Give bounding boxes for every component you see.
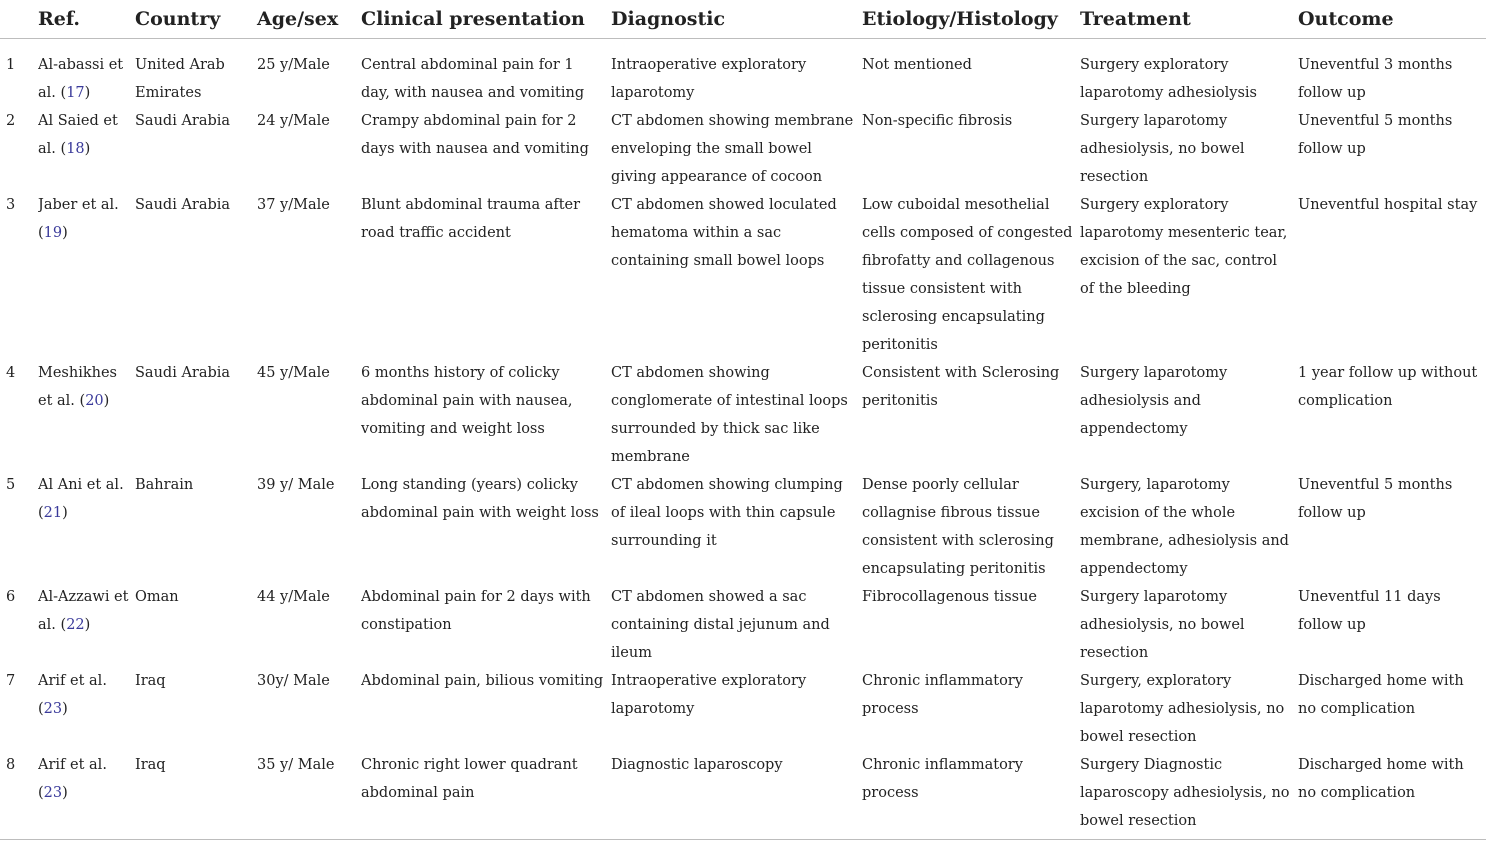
outcome-cell: Uneventful 5 months follow up xyxy=(1298,113,1453,157)
diagnostic-cell: CT abdomen showed loculated hematoma within a sac containing small bowel loops xyxy=(611,197,837,269)
ref-cell xyxy=(38,471,135,583)
header-treatment: Treatment xyxy=(1080,0,1298,39)
age-sex-cell: 39 y/ Male xyxy=(257,477,335,493)
etiology-histology-cell: Low cuboidal mesothelial cells composed of congested fibrofatty and collagenous tissue consistent with sclerosing encapsulating peritonitis xyxy=(862,197,1073,353)
ref-close-paren: ) xyxy=(84,141,91,157)
ref-open-paren: ( xyxy=(55,617,67,633)
country-cell: Bahrain xyxy=(135,477,194,493)
table-row xyxy=(0,751,1486,840)
outcome-cell: Uneventful 3 months follow up xyxy=(1298,57,1453,101)
ref-author: Meshikhes et al. xyxy=(38,365,117,409)
age-sex-cell: 44 y/Male xyxy=(257,589,330,605)
ref-cell xyxy=(38,359,135,471)
header-ref: Ref. xyxy=(38,0,135,39)
ref-close-paren: ) xyxy=(84,617,91,633)
ref-cell xyxy=(38,191,135,359)
clinical-presentation-cell: 6 months history of colicky abdominal pain with nausea, vomiting and weight loss xyxy=(361,365,573,437)
citation-link[interactable]: 19 xyxy=(43,225,63,241)
outcome-cell: Uneventful 5 months follow up xyxy=(1298,477,1453,521)
age-sex-cell: 24 y/Male xyxy=(257,113,330,129)
citation-link[interactable]: 18 xyxy=(66,141,85,157)
header-clinical-presentation: Clinical presentation xyxy=(361,0,611,39)
country-cell: Iraq xyxy=(135,751,257,840)
etiology-histology-cell: Chronic inflammatory process xyxy=(862,751,1080,840)
ref-cell xyxy=(38,107,135,191)
outcome-cell: Uneventful 11 days follow up xyxy=(1298,589,1441,633)
outcome-cell: 1 year follow up without complication xyxy=(1298,365,1478,409)
country-cell: Saudi Arabia xyxy=(135,365,231,381)
header-row xyxy=(0,0,1486,39)
clinical-presentation-cell: Blunt abdominal trauma after road traffic accident xyxy=(361,197,581,241)
diagnostic-cell: CT abdomen showing conglomerate of intestinal loops surrounded by thick sac like membrane xyxy=(611,365,848,465)
diagnostic-cell: Intraoperative exploratory laparotomy xyxy=(611,57,807,101)
header-diagnostic: Diagnostic xyxy=(611,0,862,39)
ref-cell xyxy=(38,667,135,751)
clinical-presentation-cell: Chronic right lower quadrant abdominal pain xyxy=(361,751,611,840)
clinical-presentation-cell: Long standing (years) colicky abdominal pain with weight loss xyxy=(361,477,599,521)
etiology-histology-cell: Dense poorly cellular collagnise fibrous tissue consistent with sclerosing encapsulating peritonitis xyxy=(862,477,1054,577)
ref-author: Jaber et al. xyxy=(38,197,119,213)
country-cell: Saudi Arabia xyxy=(135,197,231,213)
age-sex-cell: 25 y/Male xyxy=(257,57,330,73)
treatment-cell: Surgery, laparotomy excision of the whole membrane, adhesiolysis and appendectomy xyxy=(1080,477,1289,577)
diagnostic-cell: Diagnostic laparoscopy xyxy=(611,751,862,840)
table-row xyxy=(0,667,1486,751)
age-sex-cell: 30y/ Male xyxy=(257,673,330,689)
country-cell: Saudi Arabia xyxy=(135,113,231,129)
ref-open-paren: ( xyxy=(38,505,44,521)
table-row xyxy=(0,191,1486,359)
diagnostic-cell: CT abdomen showing clumping of ileal loops with thin capsule surrounding it xyxy=(611,477,843,549)
citation-link[interactable]: 20 xyxy=(85,393,104,409)
ref-open-paren: ( xyxy=(55,141,67,157)
ref-open-paren: ( xyxy=(38,701,44,717)
citation-link[interactable]: 21 xyxy=(43,505,63,521)
header-num xyxy=(0,0,38,39)
row-number: 7 xyxy=(6,673,16,689)
treatment-cell: Surgery, exploratory laparotomy adhesiolysis, no bowel resection xyxy=(1080,673,1285,745)
row-number: 5 xyxy=(6,477,16,493)
ref-close-paren: ) xyxy=(103,393,110,409)
ref-close-paren: ) xyxy=(62,225,68,241)
row-number: 2 xyxy=(6,113,16,129)
header-age-sex: Age/sex xyxy=(257,0,361,39)
etiology-histology-cell: Chronic inflammatory process xyxy=(862,673,1023,717)
table-row xyxy=(0,359,1486,471)
ref-cell xyxy=(38,751,135,840)
ref-open-paren: ( xyxy=(55,85,67,101)
etiology-histology-cell: Non-specific fibrosis xyxy=(862,113,1013,129)
ref-author: Al-Azzawi et al. xyxy=(38,589,129,633)
outcome-cell: Discharged home with no complication xyxy=(1298,673,1464,717)
ref-close-paren: ) xyxy=(62,701,68,717)
ref-author: Arif et al. xyxy=(38,673,107,689)
citation-link[interactable]: 17 xyxy=(66,85,85,101)
age-sex-cell: 45 y/Male xyxy=(257,365,330,381)
ref-author: Arif et al. xyxy=(38,757,107,773)
outcome-cell: Uneventful hospital stay xyxy=(1298,197,1478,213)
ref-open-paren: ( xyxy=(38,785,44,801)
ref-author: Al Ani et al. xyxy=(38,477,124,493)
age-sex-cell: 37 y/Male xyxy=(257,197,330,213)
row-number: 8 xyxy=(0,751,38,840)
header-outcome: Outcome xyxy=(1298,0,1486,39)
table-row xyxy=(0,39,1486,108)
diagnostic-cell: Intraoperative exploratory laparotomy xyxy=(611,673,807,717)
treatment-cell: Surgery laparotomy adhesiolysis, no bowel resection xyxy=(1080,113,1245,185)
row-number: 6 xyxy=(6,589,16,605)
country-cell: United Arab Emirates xyxy=(135,57,225,101)
ref-author: Al-abassi et al. xyxy=(38,57,124,101)
citation-link[interactable]: 23 xyxy=(43,701,63,717)
table-row xyxy=(0,107,1486,191)
treatment-cell: Surgery exploratory laparotomy mesenteric tear, excision of the sac, control of the bleeding xyxy=(1080,197,1288,297)
diagnostic-cell: CT abdomen showing membrane enveloping the small bowel giving appearance of cocoon xyxy=(611,113,854,185)
treatment-cell: Surgery laparotomy adhesiolysis and appendectomy xyxy=(1080,365,1228,437)
ref-cell xyxy=(38,583,135,667)
treatment-cell: Surgery laparotomy adhesiolysis, no bowel resection xyxy=(1080,589,1245,661)
age-sex-cell: 35 y/ Male xyxy=(257,751,361,840)
header-etiology-histology: Etiology/Histology xyxy=(862,0,1080,39)
row-number: 3 xyxy=(6,197,16,213)
ref-open-paren: ( xyxy=(74,393,86,409)
ref-author: Al Saied et al. xyxy=(38,113,118,157)
clinical-presentation-cell: Abdominal pain, bilious vomiting xyxy=(361,673,604,689)
treatment-cell: Surgery Diagnostic laparoscopy adhesiolysis, no bowel resection xyxy=(1080,751,1298,840)
citation-link[interactable]: 22 xyxy=(66,617,85,633)
etiology-histology-cell: Fibrocollagenous tissue xyxy=(862,589,1037,605)
table-row xyxy=(0,471,1486,583)
country-cell: Oman xyxy=(135,589,179,605)
etiology-histology-cell: Not mentioned xyxy=(862,57,972,73)
clinical-presentation-cell: Central abdominal pain for 1 day, with nausea and vomiting xyxy=(361,57,585,101)
ref-open-paren: ( xyxy=(38,225,44,241)
clinical-presentation-cell: Crampy abdominal pain for 2 days with nausea and vomiting xyxy=(361,113,589,157)
row-number: 1 xyxy=(6,57,16,73)
diagnostic-cell: CT abdomen showed a sac containing distal jejunum and ileum xyxy=(611,589,830,661)
etiology-histology-cell: Consistent with Sclerosing peritonitis xyxy=(862,365,1060,409)
ref-close-paren: ) xyxy=(84,85,91,101)
ref-cell xyxy=(38,39,135,108)
row-number: 4 xyxy=(6,365,16,381)
treatment-cell: Surgery exploratory laparotomy adhesiolysis xyxy=(1080,57,1257,101)
outcome-cell: Discharged home with no complication xyxy=(1298,751,1486,840)
citation-link[interactable]: 23 xyxy=(43,785,63,801)
table-row xyxy=(0,583,1486,667)
header-country: Country xyxy=(135,0,257,39)
ref-close-paren: ) xyxy=(62,505,68,521)
ref-close-paren: ) xyxy=(62,785,68,801)
country-cell: Iraq xyxy=(135,673,166,689)
clinical-presentation-cell: Abdominal pain for 2 days with constipation xyxy=(361,589,591,633)
